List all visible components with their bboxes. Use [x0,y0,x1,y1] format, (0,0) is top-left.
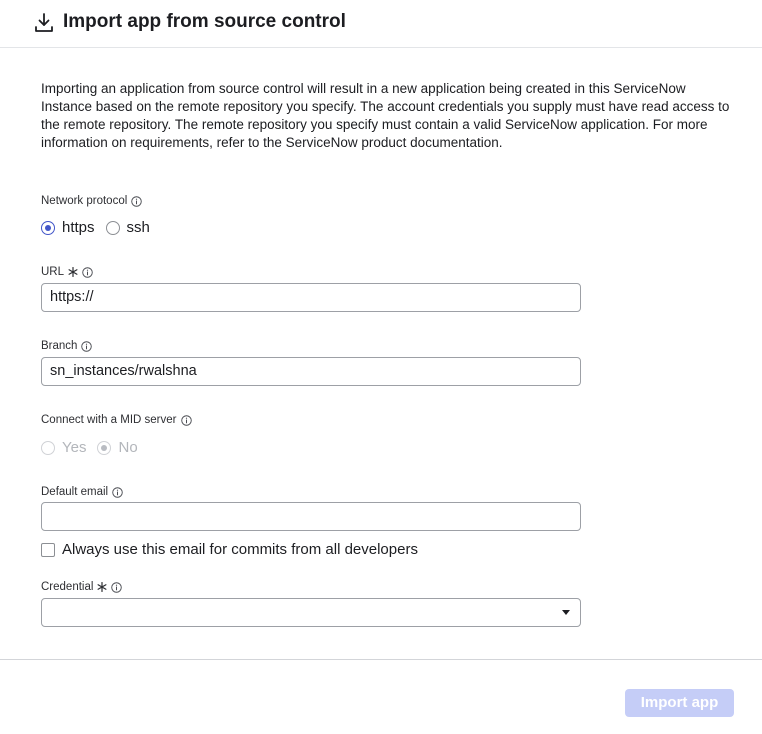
mid-yes-radio-label[interactable]: Yes [62,439,87,456]
dialog-title: Import app from source control [63,11,346,32]
default-email-input[interactable] [41,502,581,531]
info-icon[interactable] [131,196,142,207]
ssh-radio-label[interactable]: ssh [126,219,150,236]
url-input[interactable]: https:// [41,283,581,312]
always-use-email-label[interactable]: Always use this email for commits from all developers [62,541,418,558]
ssh-radio[interactable] [106,221,120,235]
dialog-header [0,0,762,48]
mid-yes-radio[interactable] [41,441,55,455]
required-asterisk-icon [68,267,78,277]
url-label [41,266,93,278]
mid-server-label-text: Connect with a MID server [41,414,177,426]
mid-no-radio[interactable] [97,441,111,455]
default-email-label [41,486,123,498]
mid-server-label [41,414,192,426]
required-asterisk-icon [97,582,107,592]
info-icon[interactable] [111,582,122,593]
network-protocol-label [41,195,142,207]
caret-down-icon [562,610,570,615]
import-app-button[interactable]: Import app [625,689,734,717]
mid-server-radio-group [41,439,149,456]
info-icon[interactable] [112,487,123,498]
info-icon[interactable] [81,341,92,352]
https-radio[interactable] [41,221,55,235]
branch-label [41,340,92,352]
footer-divider [0,659,762,660]
credential-label [41,581,122,593]
credential-label-text: Credential [41,581,94,593]
branch-input[interactable]: sn_instances/rwalshna [41,357,581,386]
network-protocol-label-text: Network protocol [41,195,128,207]
intro-text: Importing an application from source control will result in a new application being created in this ServiceNow Instance based on the remote repository you specify. The account credentials you supply must have read access to the remote repository. The remote repository you specify must contain a valid ServiceNow application. For more information on requirements, refer to the ServiceNow product documentation. [41,81,730,150]
info-icon[interactable] [181,415,192,426]
always-use-email-checkbox[interactable] [41,543,55,557]
download-icon [34,12,54,34]
default-email-label-text: Default email [41,486,109,498]
https-radio-label[interactable]: https [62,219,95,236]
network-protocol-radio-group [41,219,161,236]
always-use-email-row [41,541,418,558]
credential-select[interactable] [41,598,581,627]
url-label-text: URL [41,266,65,278]
branch-label-text: Branch [41,340,78,352]
mid-no-radio-label[interactable]: No [118,439,138,456]
info-icon[interactable] [82,267,93,278]
